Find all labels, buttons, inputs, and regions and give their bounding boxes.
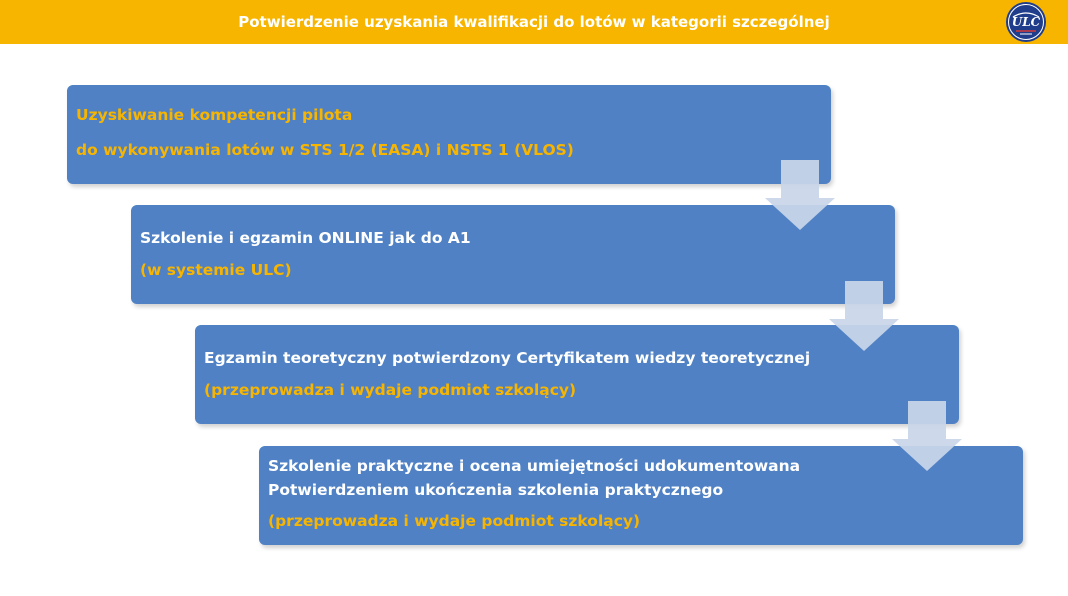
step-2-line-2: (w systemie ULC) bbox=[140, 261, 292, 279]
logo-text: ULC bbox=[1011, 15, 1041, 29]
down-arrow-icon bbox=[892, 401, 962, 471]
header-bar bbox=[0, 0, 1068, 44]
step-3-line-1: Egzamin teoretyczny potwierdzony Certyfikatem wiedzy teoretycznej bbox=[204, 349, 811, 367]
step-2-line-1: Szkolenie i egzamin ONLINE jak do A1 bbox=[140, 229, 471, 247]
step-1-line-2: do wykonywania lotów w STS 1/2 (EASA) i NSTS 1 (VLOS) bbox=[76, 141, 574, 159]
step-1-box bbox=[67, 85, 831, 184]
step-4-line-3: (przeprowadza i wydaje podmiot szkolący) bbox=[268, 512, 641, 530]
down-arrow-icon bbox=[829, 281, 899, 351]
step-3-line-2: (przeprowadza i wydaje podmiot szkolący) bbox=[204, 381, 577, 399]
step-4-line-2: Potwierdzeniem ukończenia szkolenia praktycznego bbox=[268, 481, 724, 499]
page-title: Potwierdzenie uzyskania kwalifikacji do lotów w kategorii szczególnej bbox=[238, 13, 830, 31]
ulc-logo bbox=[1004, 1, 1048, 43]
step-4-line-1: Szkolenie praktyczne i ocena umiejętności udokumentowana bbox=[268, 457, 801, 475]
down-arrow-icon bbox=[765, 160, 835, 230]
step-1-line-1: Uzyskiwanie kompetencji pilota bbox=[76, 106, 353, 124]
